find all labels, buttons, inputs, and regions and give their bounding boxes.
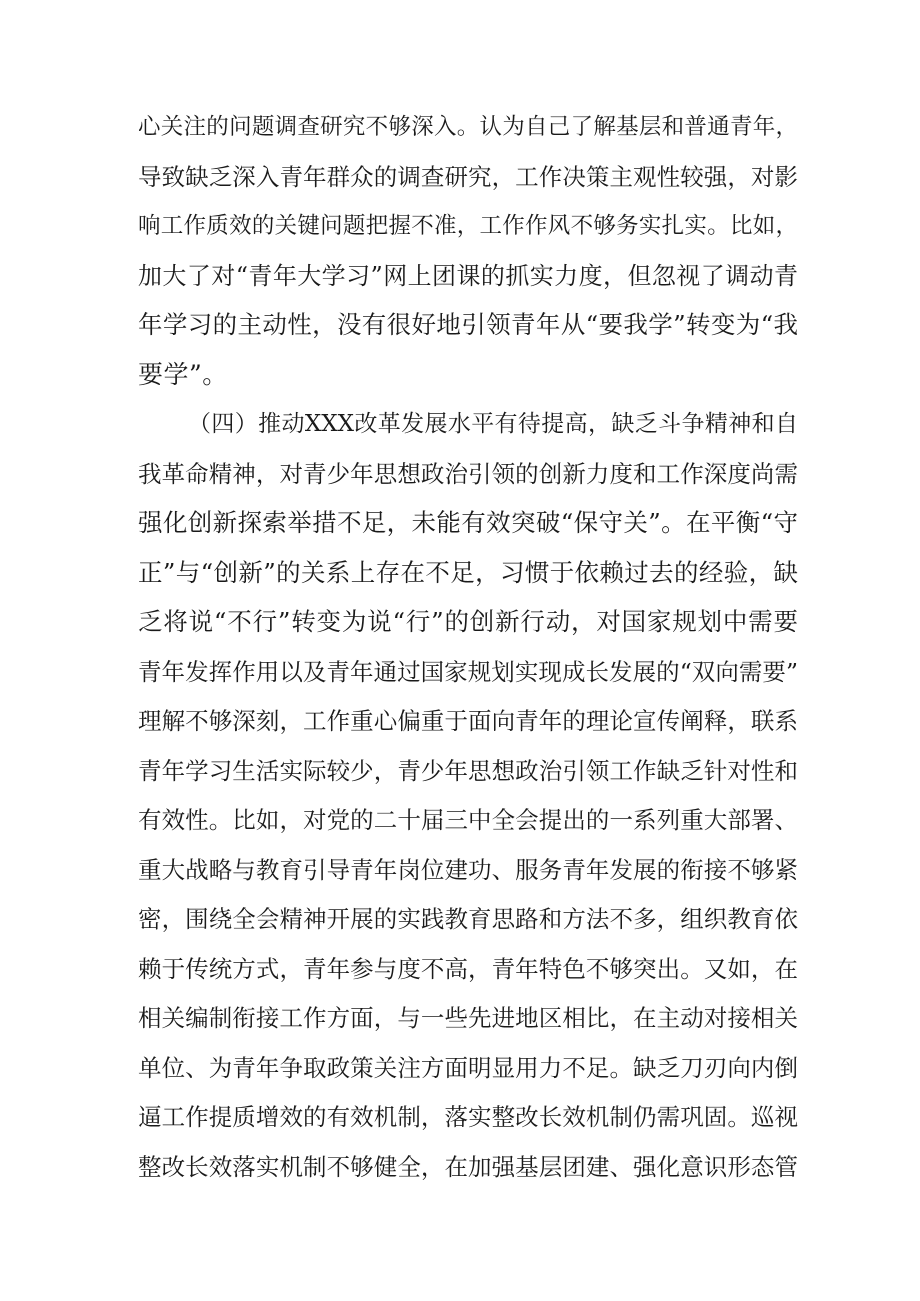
text-line: 乏将说“不行”转变为说“行”的创新行动，对国家规划中需要: [138, 607, 798, 636]
text-line: 加大了对“青年大学习”网上团课的抓实力度，但忽视了调动青: [138, 262, 798, 290]
text-line: 密，围绕全会精神开展的实践教育思路和方法不多，组织教育依: [138, 905, 798, 933]
text-line: 单位、为青年争取政策关注方面明显用力不足。缺乏刀刃向内倒: [138, 1054, 798, 1082]
section-heading-line: （四）推动XXX改革发展水平有待提高，缺乏斗争精神和自: [188, 411, 798, 437]
text-line: 正”与“创新”的关系上存在不足，习惯于依赖过去的经验，缺: [138, 558, 798, 587]
text-line: 青年学习生活实际较少，青少年思想政治引领工作缺乏针对性和: [138, 757, 798, 785]
text-line: 青年发挥作用以及青年通过国家规划实现成长发展的“双向需要”: [138, 658, 798, 686]
text-line: 逼工作提质增效的有效机制，落实整改长效机制仍需巩固。巡视: [138, 1103, 798, 1131]
text-line: 要学”。: [138, 360, 228, 389]
text-line: 年学习的主动性，没有很好地引领青年从“要我学”转变为“我: [138, 310, 798, 339]
text-line: 理解不够深刻，工作重心偏重于面向青年的理论宣传阐释，联系: [138, 707, 798, 735]
text-line: 我革命精神，对青少年思想政治引领的创新力度和工作深度尚需: [138, 460, 798, 488]
text-line: 有效性。比如，对党的二十届三中全会提出的一系列重大部署、: [138, 806, 798, 834]
text-line: 赖于传统方式，青年参与度不高，青年特色不够突出。又如，在: [138, 955, 798, 983]
text-line: 强化创新探索举措不足，未能有效突破“保守关”。在平衡“守: [138, 508, 798, 537]
text-line: 相关编制衔接工作方面，与一些先进地区相比，在主动对接相关: [138, 1004, 798, 1032]
text-line: 重大战略与教育引导青年岗位建功、服务青年发展的衔接不够紧: [138, 856, 798, 884]
text-line: 心关注的问题调查研究不够深入。认为自己了解基层和普通青年，: [138, 114, 798, 140]
text-line: 导致缺乏深入青年群众的调查研究，工作决策主观性较强，对影: [138, 163, 798, 191]
text-line: 响工作质效的关键问题把握不准，工作作风不够务实扎实。比如，: [138, 213, 798, 239]
text-line: 整改长效落实机制不够健全，在加强基层团建、强化意识形态管: [138, 1153, 798, 1181]
